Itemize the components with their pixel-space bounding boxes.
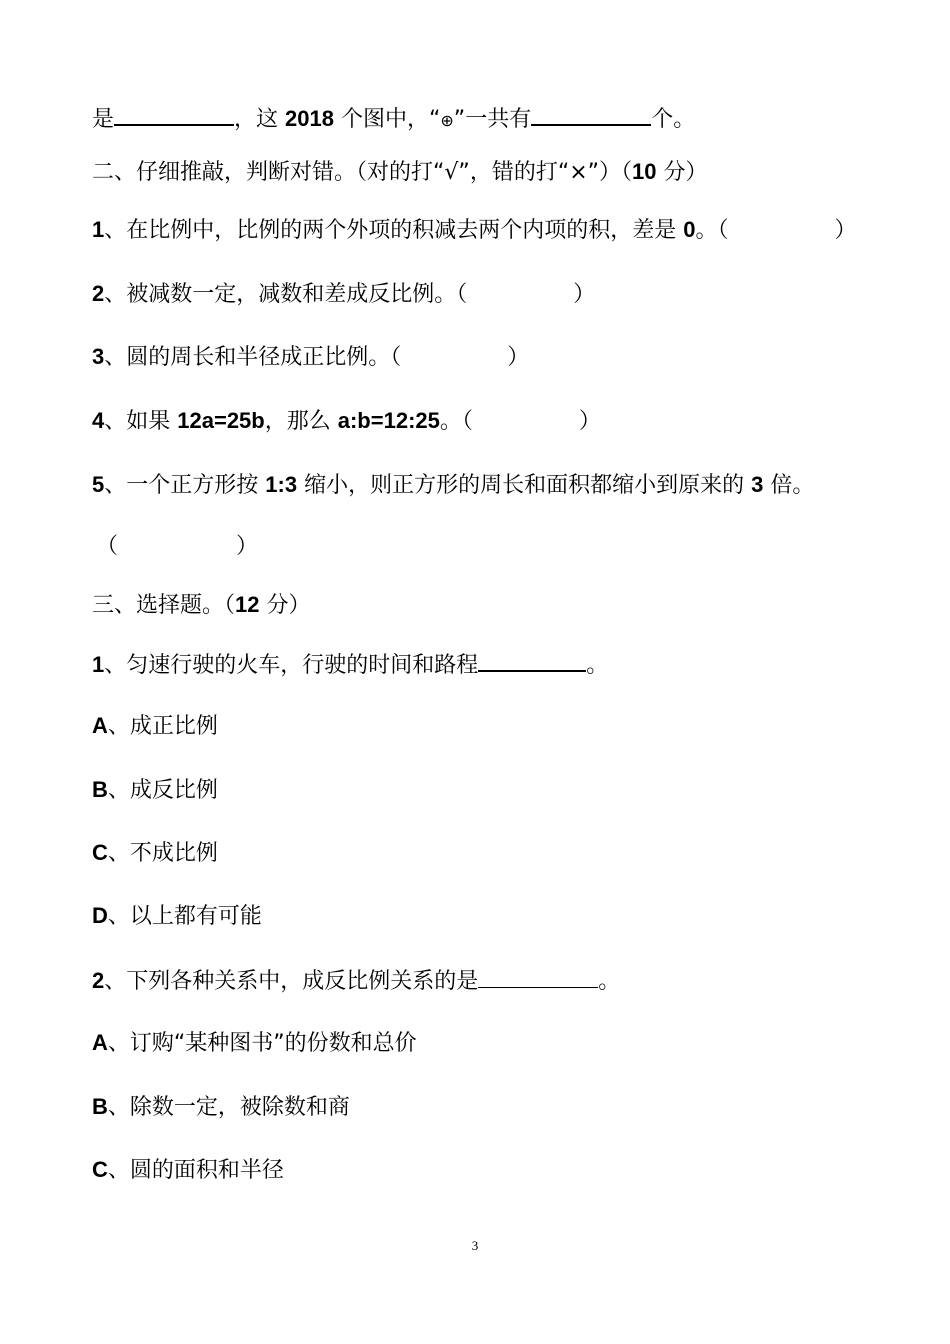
intro-line	[92, 102, 910, 136]
page-number: 3	[471, 1238, 479, 1253]
judge-question-1	[92, 215, 910, 246]
option-letter: A	[92, 713, 108, 738]
option-text: 、成反比例	[107, 778, 218, 803]
judge-question-5	[92, 470, 910, 501]
answer-blank-2[interactable]	[531, 102, 651, 126]
times-number: 3	[751, 472, 764, 497]
equation-1: 12a=25b	[177, 408, 265, 433]
q-number: 5	[92, 472, 105, 497]
close-paren: ）	[573, 282, 596, 307]
option-text: 、除数一定，被除数和商	[107, 1095, 350, 1120]
ratio: 1:3	[265, 472, 298, 497]
choice-option-c[interactable]	[92, 838, 910, 869]
intro-text-4: ”一共有	[453, 107, 532, 132]
q-number: 1	[92, 652, 105, 677]
judge-question-2	[92, 279, 910, 310]
judge-question-3	[92, 342, 910, 373]
q-number: 2	[92, 968, 105, 993]
section2-score: 10	[632, 159, 657, 184]
choice-option-d[interactable]	[92, 901, 910, 932]
close-paren: ）	[834, 218, 857, 243]
section3-heading	[92, 590, 910, 621]
q-text: 、下列各种关系中，成反比例关系的是	[104, 969, 479, 994]
section3-score: 12	[235, 592, 260, 617]
choice-option-a[interactable]	[92, 1028, 910, 1059]
judge-question-5-answer	[96, 532, 910, 562]
q-text: 、匀速行驶的火车，行驶的时间和路程	[104, 653, 479, 678]
section3-heading-text: 三、选择题。（	[92, 593, 236, 618]
open-paren: （	[96, 534, 119, 559]
intro-text-1: 是	[92, 107, 115, 132]
q-text-1: 、一个正方形按	[104, 473, 259, 498]
answer-blank[interactable]	[478, 965, 598, 988]
option-text: 、成正比例	[107, 714, 218, 739]
close-paren: ）	[236, 534, 259, 559]
equation-2: a:b=12:25	[337, 408, 440, 433]
option-text: 、不成比例	[107, 841, 218, 866]
intro-text-5: 个。	[651, 107, 696, 132]
answer-blank-1[interactable]	[114, 102, 234, 126]
section2-heading-text: 二、仔细推敲，判断对错。（对的打“√”，错的打“×”）（	[92, 160, 633, 185]
q-text: 、圆的周长和半径成正比例。（	[104, 345, 402, 370]
close-paren: ）	[578, 409, 601, 434]
option-letter: C	[92, 1157, 108, 1182]
q-mid: ，那么	[264, 409, 331, 434]
q-number: 4	[92, 408, 105, 433]
q-text: 、在比例中，比例的两个外项的积减去两个内项的积，差是	[104, 218, 677, 243]
choice-option-b[interactable]	[92, 775, 910, 806]
option-text: 、以上都有可能	[107, 904, 262, 929]
option-letter: C	[92, 840, 108, 865]
q-text: 、被减数一定，减数和差成反比例。（	[104, 282, 468, 307]
choice-question-1	[92, 648, 910, 681]
choice-option-b[interactable]	[92, 1092, 910, 1123]
intro-text-2: ，这	[234, 107, 279, 132]
q-number: 2	[92, 281, 105, 306]
q-tail: 。（	[695, 218, 729, 243]
q-number-inline: 0	[683, 217, 696, 242]
circle-plus-icon: ⊕	[440, 111, 454, 130]
answer-blank[interactable]	[478, 648, 586, 672]
q-text-3: 倍。	[770, 473, 815, 498]
option-letter: B	[92, 1094, 108, 1119]
close-paren: ）	[507, 345, 530, 370]
section2-heading-end: 分）	[663, 160, 708, 185]
option-letter: B	[92, 777, 108, 802]
option-text: 、圆的面积和半径	[107, 1158, 284, 1183]
q-text-2: 缩小，则正方形的周长和面积都缩小到原来的	[304, 473, 745, 498]
q-tail: 。	[598, 969, 621, 994]
section2-heading	[92, 157, 910, 188]
q-number: 3	[92, 344, 105, 369]
option-text: 、订购“某种图书”的份数和总价	[107, 1031, 417, 1056]
choice-option-a[interactable]	[92, 711, 910, 742]
option-letter: A	[92, 1030, 108, 1055]
judge-question-4	[92, 406, 910, 437]
intro-number: 2018	[285, 106, 334, 131]
q-number: 1	[92, 217, 105, 242]
section3-heading-end: 分）	[266, 593, 311, 618]
choice-option-c[interactable]	[92, 1155, 910, 1186]
q-tail: 。	[586, 653, 609, 678]
q-tail: 。（	[439, 409, 473, 434]
option-letter: D	[92, 903, 108, 928]
intro-text-3: 个图中，“	[340, 107, 441, 132]
q-text: 、如果	[104, 409, 171, 434]
choice-question-2	[92, 965, 910, 997]
